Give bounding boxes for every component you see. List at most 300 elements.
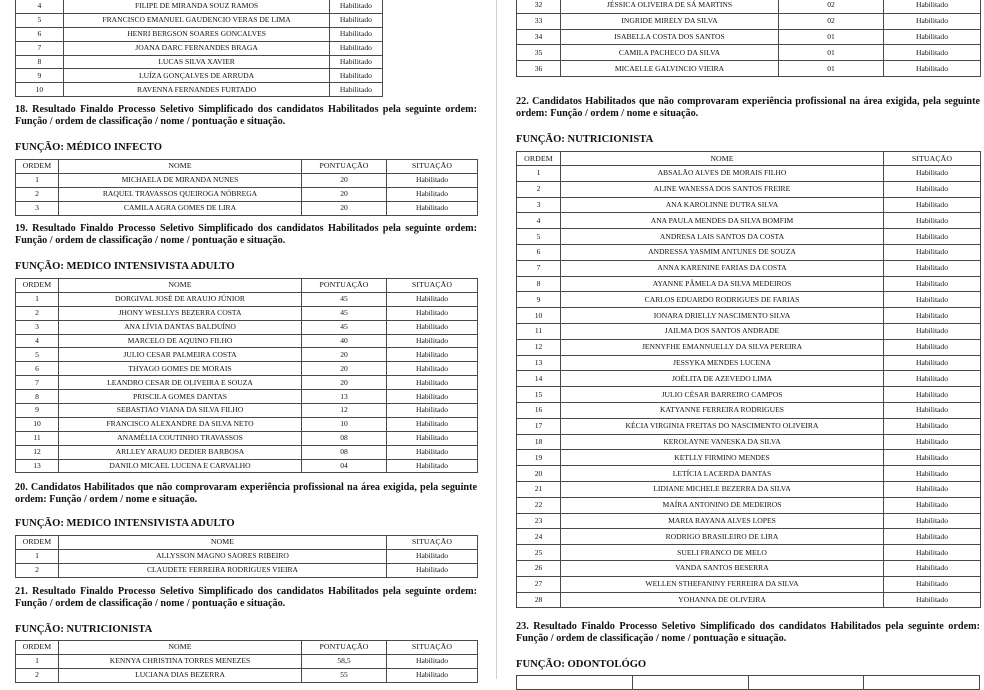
table-cell: 9 [16, 69, 64, 83]
section-18-funcao-wrap [15, 142, 477, 154]
table-cell: Habilitado [884, 450, 981, 466]
table-row [517, 418, 981, 434]
table-row [16, 431, 478, 445]
column-header: SITUAÇÃO [884, 152, 981, 166]
table-cell: JULIO CESAR PALMEIRA COSTA [59, 348, 302, 362]
table-cell: 8 [16, 390, 59, 404]
table-cell: Habilitado [884, 481, 981, 497]
table-cell: 20 [517, 466, 561, 482]
table-row [517, 45, 981, 61]
table-cell: 2 [517, 181, 561, 197]
column-header: PONTUAÇÃO [302, 160, 387, 174]
table-row [16, 348, 478, 362]
table-cell: Habilitado [884, 197, 981, 213]
table-cell: JAILMA DOS SANTOS ANDRADE [561, 323, 884, 339]
column-header: ORDEM [16, 641, 59, 655]
table-row [517, 292, 981, 308]
table-cell: ANA KAROLINNE DUTRA SILVA [561, 197, 884, 213]
table-cell: 01 [779, 61, 884, 77]
table-cell: 7 [517, 260, 561, 276]
table-cell: Habilitado [884, 576, 981, 592]
table-cell: Habilitado [884, 260, 981, 276]
table-cell: 20 [302, 187, 387, 201]
table-cell: CLAUDETE FERREIRA RODRIGUES VIEIRA [59, 563, 387, 577]
table-cell: MICHAELA DE MIRANDA NUNES [59, 173, 302, 187]
table-cell: FRANCISCO EMANUEL GAUDENCIO VERAS DE LIMA [63, 13, 330, 27]
table-cell: Habilitado [884, 166, 981, 182]
table-cell: 6 [517, 244, 561, 260]
table-cell: Habilitado [387, 390, 478, 404]
table-cell: Habilitado [884, 355, 981, 371]
table-cell: ANA PAULA MENDES DA SILVA BOMFIM [561, 213, 884, 229]
table-row [517, 529, 981, 545]
section-20-text: 20. Candidatos Habilitados que não comprovaram experiência profissional na área exigida, pela seguinte ordem: Função / ordem / nome e situação. [15, 482, 477, 506]
table-row [517, 213, 981, 229]
table-cell: Habilitado [884, 45, 981, 61]
table-row [517, 513, 981, 529]
table-20-wrap [15, 535, 477, 578]
table-cell: 20 [302, 362, 387, 376]
table-cell: 6 [16, 362, 59, 376]
table-cell: 10 [302, 417, 387, 431]
table-cell: Habilitado [387, 459, 478, 473]
table-header-row [16, 641, 478, 655]
table-22 [516, 151, 981, 608]
table-row [16, 654, 478, 668]
table-cell: 12 [302, 404, 387, 418]
table-cell: LUCAS SILVA XAVIER [63, 55, 330, 69]
table-cell: 10 [16, 83, 64, 97]
table-cell: THYAGO GOMES DE MORAIS [59, 362, 302, 376]
table-cell: Habilitado [387, 362, 478, 376]
column-header: NOME [59, 279, 302, 293]
table-cell: Habilitado [884, 276, 981, 292]
table-cell: KATYANNE FERREIRA RODRIGUES [561, 402, 884, 418]
table-row [517, 481, 981, 497]
table-cell: KÉCIA VIRGINIA FREITAS DO NASCIMENTO OLIVEIRA [561, 418, 884, 434]
table-row [16, 27, 477, 41]
table-cell: 11 [517, 323, 561, 339]
table-cell: Habilitado [330, 69, 382, 83]
table-18 [15, 159, 478, 216]
table-cell: JOÉLITA DE AZEVEDO LIMA [561, 371, 884, 387]
table-cell: 3 [16, 201, 59, 215]
table-cell: LUCIANA DIAS BEZERRA [59, 668, 302, 682]
table-cell: Habilitado [884, 387, 981, 403]
table-cell: Habilitado [884, 466, 981, 482]
table-cell: 34 [517, 29, 561, 45]
table-cell: 22 [517, 497, 561, 513]
table-cell: Habilitado [387, 563, 478, 577]
table-cell: Habilitado [884, 213, 981, 229]
table-cell: ANNA KARENINE FARIAS DA COSTA [561, 260, 884, 276]
section-18-funcao: FUNÇÃO: MÉDICO INFECTO [15, 142, 162, 153]
table-cell: 01 [779, 29, 884, 45]
section-22-funcao-wrap [516, 134, 980, 146]
table-cell: KETLLY FIRMINO MENDES [561, 450, 884, 466]
table-row [517, 676, 980, 690]
table-row [517, 466, 981, 482]
table-cell: 20 [302, 201, 387, 215]
table-row [16, 13, 477, 27]
table-cell: 19 [517, 450, 561, 466]
table-cell: 36 [517, 61, 561, 77]
table-row [16, 173, 478, 187]
table-cell: Habilitado [387, 431, 478, 445]
table-cell: 32 [517, 0, 561, 13]
table-cell: Habilitado [884, 371, 981, 387]
table-cell: 4 [16, 0, 64, 13]
table-cell: Habilitado [884, 229, 981, 245]
table-cell: Habilitado [387, 417, 478, 431]
table-cell: Habilitado [884, 308, 981, 324]
section-20 [15, 482, 477, 507]
table-cell: WELLEN STHEFANINY FERREIRA DA SILVA [561, 576, 884, 592]
table-cell: Habilitado [387, 549, 478, 563]
section-21-funcao: FUNÇÃO: NUTRICIONISTA [15, 624, 153, 635]
table-row [517, 434, 981, 450]
table-cell: 21 [517, 481, 561, 497]
table-header-row [16, 160, 478, 174]
section-23 [516, 621, 980, 646]
table-row [16, 459, 478, 473]
table-cell: 15 [517, 387, 561, 403]
table-row [517, 497, 981, 513]
table-cell: Habilitado [884, 181, 981, 197]
table-cell: Habilitado [884, 323, 981, 339]
continued-table-left [15, 0, 477, 97]
table-row [517, 197, 981, 213]
table-cell: 7 [16, 376, 59, 390]
table-right-continued [516, 0, 981, 77]
table-cell: 5 [517, 229, 561, 245]
table-row [16, 390, 478, 404]
column-header: NOME [59, 160, 302, 174]
table-cell: 1 [16, 173, 59, 187]
table-cell: MARIA RAYANA ALVES LOPES [561, 513, 884, 529]
table-cell: 2 [16, 187, 59, 201]
table-23 [516, 675, 980, 690]
table-cell: HENRI BERGSON SOARES GONCALVES [63, 27, 330, 41]
table-row [517, 166, 981, 182]
section-22-funcao: FUNÇÃO: NUTRICIONISTA [516, 134, 654, 145]
section-19-funcao: FUNÇÃO: MEDICO INTENSIVISTA ADULTO [15, 261, 235, 272]
table-cell: 13 [517, 355, 561, 371]
table-header-row [16, 279, 478, 293]
section-21-funcao-wrap [15, 624, 477, 636]
table-cell: 16 [517, 402, 561, 418]
table-cell: 12 [16, 445, 59, 459]
table-18-wrap [15, 159, 477, 216]
table-header-row [16, 536, 478, 550]
table-cell: RAQUEL TRAVASSOS QUEIROGA NÓBREGA [59, 187, 302, 201]
table-cell: SEBASTIAO VIANA DA SILVA FILHO [59, 404, 302, 418]
table-cell: CARLOS EDUARDO RODRIGUES DE FARIAS [561, 292, 884, 308]
table-cell: Habilitado [387, 173, 478, 187]
table-cell: Habilitado [387, 187, 478, 201]
table-row [16, 69, 477, 83]
table-cell: ARLLEY ARAUJO DEDIER BARBOSA [59, 445, 302, 459]
table-cell: ANDRESSA YASMIM ANTUNES DE SOUZA [561, 244, 884, 260]
table-cell: 3 [517, 197, 561, 213]
table-cell: Habilitado [884, 497, 981, 513]
table-cell: 10 [16, 417, 59, 431]
table-cell: 08 [302, 445, 387, 459]
table-row [517, 576, 981, 592]
table-cell: 9 [16, 404, 59, 418]
table-cell: Habilitado [387, 348, 478, 362]
table-row [16, 668, 478, 682]
table-21 [15, 640, 478, 683]
table-cell: JESSYKA MENDES LUCENA [561, 355, 884, 371]
table-cell: 10 [517, 308, 561, 324]
column-header: ORDEM [16, 279, 59, 293]
table-row [16, 563, 478, 577]
table-cell: Habilitado [884, 513, 981, 529]
table-cell: LEANDRO CESAR DE OLIVEIRA E SOUZA [59, 376, 302, 390]
table-cell: IONARA DRIELLY NASCIMENTO SILVA [561, 308, 884, 324]
table-row [517, 308, 981, 324]
table-cell: 5 [16, 13, 64, 27]
table-cell: 20 [302, 376, 387, 390]
table-cell: 18 [517, 434, 561, 450]
table-cell: Habilitado [884, 0, 981, 13]
table-cell: Habilitado [387, 404, 478, 418]
table-cell: RODRIGO BRASILEIRO DE LIRA [561, 529, 884, 545]
table-21-wrap [15, 640, 477, 683]
table-cell: LUÍZA GONÇALVES DE ARRUDA [63, 69, 330, 83]
table-cell: Habilitado [330, 55, 382, 69]
section-22-text: 22. Candidatos Habilitados que não comprovaram experiência profissional na área exigida, pela seguinte ordem: Função / ordem / nome e situação. [516, 96, 980, 120]
table-cell: 6 [16, 27, 64, 41]
table-cell: PRISCILA GOMES DANTAS [59, 390, 302, 404]
table-cell: 14 [517, 371, 561, 387]
section-18-text: 18. Resultado Finaldo Processo Seletivo Simplificado dos candidatos Habilitados pela seguinte ordem: Função / ordem de classificação / nome / pontuação e situação. [15, 104, 477, 128]
table-row [16, 404, 478, 418]
table-row [16, 201, 478, 215]
section-20-funcao: FUNÇÃO: MEDICO INTENSIVISTA ADULTO [15, 518, 235, 529]
table-cell: 35 [517, 45, 561, 61]
column-header: SITUAÇÃO [387, 279, 478, 293]
table-row [517, 244, 981, 260]
table-row [16, 376, 478, 390]
table-cell: MICAELLE GALVINCIO VIEIRA [561, 61, 779, 77]
table-row [16, 445, 478, 459]
table-19 [15, 278, 478, 473]
table-row [16, 292, 478, 306]
table-cell: 55 [302, 668, 387, 682]
column-header: ORDEM [16, 160, 59, 174]
table-cell: JHONY WESLLYS BEZERRA COSTA [59, 306, 302, 320]
table-cell: Habilitado [884, 434, 981, 450]
table-cell: ANAMÉLIA COUTINHO TRAVASSOS [59, 431, 302, 445]
table-row [517, 229, 981, 245]
table-22-wrap [516, 151, 980, 608]
table-cell: 20 [302, 348, 387, 362]
table-cell: 23 [517, 513, 561, 529]
table-row [16, 187, 478, 201]
table-cell: 26 [517, 560, 561, 576]
table-cell: 45 [302, 320, 387, 334]
table-row [16, 417, 478, 431]
table-cell: 7 [16, 41, 64, 55]
section-19-funcao-wrap [15, 261, 477, 273]
table-row [517, 323, 981, 339]
table-row [517, 560, 981, 576]
table-cell: JENNYFHE EMANNUELLY DA SILVA PEREIRA [561, 339, 884, 355]
table-cell: ALLYSSON MAGNO SAORES RIBEIRO [59, 549, 387, 563]
table-cell: INGRIDE MIRELY DA SILVA [561, 13, 779, 29]
table-cell: CAMILA PACHECO DA SILVA [561, 45, 779, 61]
table-row [16, 83, 477, 97]
table-cell: Habilitado [330, 27, 382, 41]
table-cell: 33 [517, 13, 561, 29]
table-cell: 20 [302, 173, 387, 187]
table-cell: Habilitado [884, 244, 981, 260]
table-row [16, 320, 478, 334]
continued-table-right [516, 0, 980, 77]
table-cell: 11 [16, 431, 59, 445]
section-19-text: 19. Resultado Finaldo Processo Seletivo Simplificado dos candidatos Habilitados pela seguinte ordem: Função / ordem de classificação / nome / pontuação e situação. [15, 223, 477, 247]
section-21-text: 21. Resultado Finaldo Processo Seletivo Simplificado dos candidatos Habilitados pela seguinte ordem: Função / ordem de classificação / nome / pontuação e situação. [15, 586, 477, 610]
table-cell: Habilitado [387, 654, 478, 668]
table-cell: JOANA DARC FERNANDES BRAGA [63, 41, 330, 55]
table-cell: 08 [302, 431, 387, 445]
table-cell: Habilitado [884, 61, 981, 77]
section-23-funcao-wrap [516, 659, 980, 671]
table-cell: FRANCISCO ALEXANDRE DA SILVA NETO [59, 417, 302, 431]
table-row [16, 549, 478, 563]
table-row [16, 55, 477, 69]
table-19-wrap [15, 278, 477, 473]
table-cell: FILIPE DE MIRANDA SOUZ RAMOS [63, 0, 330, 13]
table-cell: Habilitado [330, 0, 382, 13]
table-cell: 1 [517, 166, 561, 182]
column-header: SITUAÇÃO [387, 641, 478, 655]
table-cell: ISABELLA COSTA DOS SANTOS [561, 29, 779, 45]
table-cell: 45 [302, 306, 387, 320]
table-cell: 45 [302, 292, 387, 306]
table-cell: MAÍRA ANTONINO DE MEDEIROS [561, 497, 884, 513]
column-divider [496, 0, 497, 679]
table-cell: Habilitado [387, 376, 478, 390]
section-19 [15, 223, 477, 248]
table-cell: Habilitado [330, 13, 382, 27]
table-cell: 25 [517, 545, 561, 561]
table-cell: 02 [779, 0, 884, 13]
table-cell: 1 [16, 654, 59, 668]
column-header: PONTUAÇÃO [302, 279, 387, 293]
table-row [517, 339, 981, 355]
table-cell: Habilitado [387, 306, 478, 320]
table-cell: Habilitado [884, 545, 981, 561]
table-cell: DORGIVAL JOSÉ DE ARAUJO JÚNIOR [59, 292, 302, 306]
table-cell: 12 [517, 339, 561, 355]
table-cell: Habilitado [884, 402, 981, 418]
table-row [517, 13, 981, 29]
table-cell: Habilitado [330, 41, 382, 55]
table-cell: JÉSSICA OLIVEIRA DE SÁ MARTINS [561, 0, 779, 13]
column-header: SITUAÇÃO [387, 160, 478, 174]
table-cell: 4 [517, 213, 561, 229]
table-cell: Habilitado [387, 201, 478, 215]
table-cell: CAMILA AGRA GOMES DE LIRA [59, 201, 302, 215]
table-cell: 1 [16, 549, 59, 563]
table-cell: ABSALÃO ALVES DE MORAIS FILHO [561, 166, 884, 182]
table-cell: ALINE WANESSA DOS SANTOS FREIRE [561, 181, 884, 197]
table-row [517, 450, 981, 466]
table-header-row [517, 152, 981, 166]
table-cell: YOHANNA DE OLIVEIRA [561, 592, 884, 608]
table-cell: DANILO MICAEL LUCENA E CARVALHO [59, 459, 302, 473]
column-header: ORDEM [16, 536, 59, 550]
table-cell: 17 [517, 418, 561, 434]
column-header: NOME [59, 641, 302, 655]
table-row [517, 0, 981, 13]
table-row [16, 306, 478, 320]
table-cell: 04 [302, 459, 387, 473]
table-cell: 2 [16, 668, 59, 682]
table-cell: 2 [16, 306, 59, 320]
column-header: SITUAÇÃO [387, 536, 478, 550]
section-22 [516, 96, 980, 121]
table-cell: ANA LÍVIA DANTAS BALDUÍNO [59, 320, 302, 334]
table-row [16, 41, 477, 55]
table-cell: 9 [517, 292, 561, 308]
table-row [517, 402, 981, 418]
table-23-wrap [516, 675, 980, 690]
table-row [16, 334, 478, 348]
section-21 [15, 586, 477, 611]
table-cell: Habilitado [387, 320, 478, 334]
table-cell: LIDIANE MICHELE BEZERRA DA SILVA [561, 481, 884, 497]
table-row [517, 61, 981, 77]
table-cell: JULIO CÉSAR BARREIRO CAMPOS [561, 387, 884, 403]
table-row [517, 592, 981, 608]
section-23-text: 23. Resultado Finaldo Processo Seletivo Simplificado dos candidatos Habilitados pela seguinte ordem: Função / ordem de classificação / nome / pontuação e situação. [516, 621, 980, 645]
table-cell: Habilitado [884, 418, 981, 434]
table-cell: 13 [16, 459, 59, 473]
table-cell: Habilitado [884, 592, 981, 608]
table-cell: 8 [16, 55, 64, 69]
column-header: NOME [59, 536, 387, 550]
table-cell: Habilitado [884, 29, 981, 45]
table-cell: LETÍCIA LACERDA DANTAS [561, 466, 884, 482]
table-cell: 2 [16, 563, 59, 577]
table-cell: 8 [517, 276, 561, 292]
table-cell: Habilitado [884, 560, 981, 576]
table-20 [15, 535, 478, 578]
column-header: NOME [561, 152, 884, 166]
table-cell: Habilitado [387, 334, 478, 348]
section-20-funcao-wrap [15, 518, 477, 530]
table-row [517, 545, 981, 561]
table-cell: RAVENNA FERNANDES FURTADO [63, 83, 330, 97]
table-cell: VANDA SANTOS BESERRA [561, 560, 884, 576]
table-row [517, 387, 981, 403]
table-cell: 01 [779, 45, 884, 61]
table-cell: 02 [779, 13, 884, 29]
table-cell: 4 [16, 334, 59, 348]
table-cell: Habilitado [884, 339, 981, 355]
table-cell: AYANNE PÂMELA DA SILVA MEDEIROS [561, 276, 884, 292]
section-23-funcao: FUNÇÃO: ODONTOLÓGO [516, 659, 647, 670]
table-row [517, 355, 981, 371]
table-cell: KENNYA CHRISTINA TORRES MENEZES [59, 654, 302, 668]
table-row [16, 0, 477, 13]
table-cell: SUELI FRANCO DE MELO [561, 545, 884, 561]
table-cell: Habilitado [884, 529, 981, 545]
